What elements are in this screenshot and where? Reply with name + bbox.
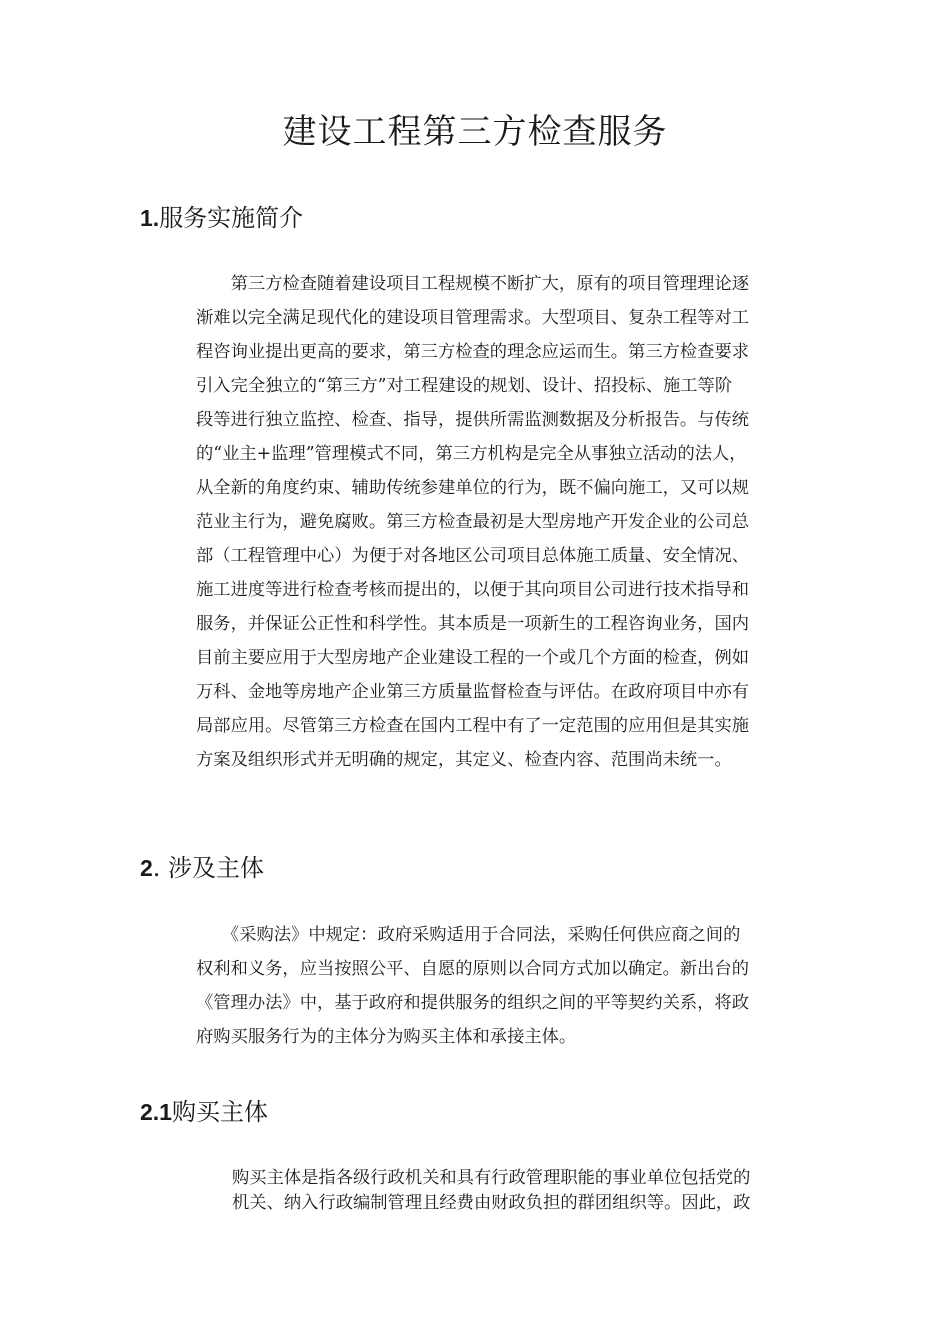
- section-number-2-1: 2.1: [140, 1099, 172, 1125]
- paragraph-line: 的“业主+监理”管理模式不同，第三方机构是完全从事独立活动的法人，: [196, 444, 747, 464]
- paragraph-line: 引入完全独立的“第三方”对工程建设的规划、设计、招投标、施工等阶: [196, 376, 733, 396]
- section-heading-1: [140, 200, 303, 236]
- paragraph-line: 方案及组织形式并无明确的规定，其定义、检查内容、范围尚未统一。: [196, 750, 732, 770]
- paragraph-line: 《管理办法》中，基于政府和提供服务的组织之间的平等契约关系，将政: [196, 993, 750, 1013]
- paragraph-line: 施工进度等进行检查考核而提出的，以便于其向项目公司进行技术指导和: [196, 580, 750, 600]
- section-2-paragraph: [196, 918, 828, 1054]
- paragraph-line: 权利和义务，应当按照公平、自愿的原则以合同方式加以确定。新出台的: [196, 959, 750, 979]
- paragraph-line: 《采购法》中规定：政府采购适用于合同法，采购任何供应商之间的: [196, 925, 741, 945]
- paragraph-line: 从全新的角度约束、辅助传统参建单位的行为，既不偏向施工，又可以规: [196, 478, 750, 498]
- section-heading-2: [140, 850, 264, 886]
- section-number-2: 2: [140, 855, 153, 881]
- paragraph-line: 程咨询业提出更高的要求，第三方检查的理念应运而生。第三方检查要求: [196, 342, 750, 362]
- paragraph-line: 范业主行为，避免腐败。第三方检查最初是大型房地产开发企业的公司总: [196, 512, 750, 532]
- section-number-1: 1.: [140, 205, 160, 231]
- section-title-2-1: 购买主体: [171, 1098, 268, 1126]
- section-2-1-paragraph: [232, 1166, 832, 1216]
- paragraph-line: 服务，并保证公正性和科学性。其本质是一项新生的工程咨询业务，国内: [196, 614, 750, 634]
- paragraph-line: 局部应用。尽管第三方检查在国内工程中有了一定范围的应用但是其实施: [196, 716, 750, 736]
- paragraph-line: 渐难以完全满足现代化的建设项目管理需求。大型项目、复杂工程等对工: [196, 308, 750, 328]
- section-title-1: 服务实施简介: [159, 204, 304, 232]
- paragraph-line: 段等进行独立监控、检查、指导，提供所需监测数据及分析报告。与传统: [196, 410, 750, 430]
- section-1-paragraph: [196, 267, 828, 777]
- section-heading-2-1: [140, 1094, 268, 1130]
- document-title: 建设工程第三方检查服务: [282, 112, 668, 152]
- paragraph-line: 购买主体是指各级行政机关和具有行政管理职能的事业单位包括党的: [232, 1168, 751, 1188]
- paragraph-line: 第三方检查随着建设项目工程规模不断扩大，原有的项目管理理论逐: [196, 274, 750, 294]
- paragraph-line: 机关、纳入行政编制管理且经费由财政负担的群团组织等。因此，政: [232, 1193, 751, 1213]
- paragraph-line: 部（工程管理中心）为便于对各地区公司项目总体施工质量、安全情况、: [196, 546, 750, 566]
- section-title-2: . 涉及主体: [152, 854, 265, 882]
- paragraph-line: 府购买服务行为的主体分为购买主体和承接主体。: [196, 1027, 577, 1047]
- paragraph-line: 万科、金地等房地产企业第三方质量监督检查与评估。在政府项目中亦有: [196, 682, 750, 702]
- paragraph-line: 目前主要应用于大型房地产企业建设工程的一个或几个方面的检查，例如: [196, 648, 750, 668]
